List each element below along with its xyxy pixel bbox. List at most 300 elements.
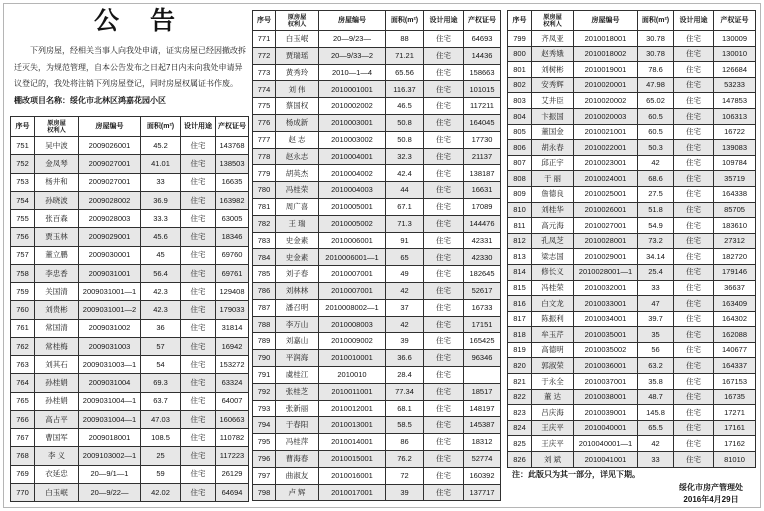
cell-usage: 住宅 bbox=[674, 108, 714, 124]
cell-usage: 住宅 bbox=[181, 264, 216, 282]
cell-owner: 刘 伟 bbox=[276, 81, 319, 98]
cell-owner: 潘召明 bbox=[276, 299, 319, 316]
cell-cert-no: 167153 bbox=[714, 374, 756, 390]
cell-cert-no: 164337 bbox=[714, 358, 756, 374]
table-row bbox=[11, 283, 249, 301]
cell-owner: 齐凤亚 bbox=[532, 31, 574, 47]
cell-area: 42 bbox=[386, 316, 424, 333]
table-row bbox=[508, 202, 756, 218]
table-row bbox=[508, 77, 756, 93]
cell-area: 72 bbox=[386, 467, 424, 484]
table-row bbox=[11, 264, 249, 282]
issue-date: 2016年4月29日 bbox=[683, 495, 739, 504]
cell-house-no: 2010010001 bbox=[319, 350, 386, 367]
cell-house-no: 2010041001 bbox=[574, 452, 638, 468]
cell-area: 30.78 bbox=[638, 31, 674, 47]
cell-owner: 艾井臣 bbox=[532, 93, 574, 109]
cell-seq: 813 bbox=[508, 249, 532, 265]
cell-owner: 杨井和 bbox=[35, 173, 79, 191]
cell-house-no: 2009027001 bbox=[79, 155, 141, 173]
cell-house-no: 2010021001 bbox=[574, 124, 638, 140]
cell-house-no: 2010037001 bbox=[574, 374, 638, 390]
cell-cert-no: 42330 bbox=[464, 249, 501, 266]
cell-cert-no: 138187 bbox=[464, 165, 501, 182]
cell-house-no: 2009018001 bbox=[79, 429, 141, 447]
cell-cert-no: 64007 bbox=[216, 392, 249, 410]
cell-house-no: 2009028002 bbox=[79, 191, 141, 209]
table-row bbox=[253, 484, 501, 501]
cell-seq: 752 bbox=[11, 155, 35, 173]
table-row bbox=[11, 392, 249, 410]
cell-house-no: 2010017001 bbox=[319, 484, 386, 501]
cell-cert-no: 64693 bbox=[464, 31, 501, 48]
cell-area: 45.2 bbox=[141, 137, 181, 155]
cell-area: 78.6 bbox=[638, 62, 674, 78]
cell-usage: 住宅 bbox=[674, 280, 714, 296]
cell-area: 28.4 bbox=[386, 366, 424, 383]
table-row bbox=[253, 148, 501, 165]
cell-seq: 819 bbox=[508, 342, 532, 358]
cell-cert-no: 26129 bbox=[216, 465, 249, 483]
cell-usage: 住宅 bbox=[674, 77, 714, 93]
cell-usage: 住宅 bbox=[181, 465, 216, 483]
cell-house-no: 20—9/1—1 bbox=[79, 465, 141, 483]
cell-usage: 住宅 bbox=[674, 296, 714, 312]
cell-usage: 住宅 bbox=[424, 484, 464, 501]
table-row bbox=[253, 215, 501, 232]
table-row bbox=[11, 137, 249, 155]
cell-area: 86 bbox=[386, 434, 424, 451]
cell-usage: 住宅 bbox=[181, 228, 216, 246]
cell-area: 35.8 bbox=[638, 374, 674, 390]
cell-usage: 住宅 bbox=[674, 358, 714, 374]
cell-house-no: 2010040001—1 bbox=[574, 436, 638, 452]
cell-seq: 774 bbox=[253, 81, 276, 98]
cell-seq: 753 bbox=[11, 173, 35, 191]
table-header-row bbox=[253, 11, 501, 31]
cell-house-no: 2010027001 bbox=[574, 218, 638, 234]
table-row bbox=[508, 280, 756, 296]
cell-house-no: 2010034001 bbox=[574, 311, 638, 327]
table-row bbox=[253, 47, 501, 64]
cell-cert-no: 18346 bbox=[216, 228, 249, 246]
cell-cert-no: 85705 bbox=[714, 202, 756, 218]
cell-seq: 754 bbox=[11, 191, 35, 209]
cell-seq: 803 bbox=[508, 93, 532, 109]
table-row bbox=[253, 266, 501, 283]
cell-usage: 住宅 bbox=[181, 447, 216, 465]
cell-cert-no: 183610 bbox=[714, 218, 756, 234]
cell-area: 145.8 bbox=[638, 405, 674, 421]
table-row bbox=[508, 171, 756, 187]
cell-seq: 793 bbox=[253, 400, 276, 417]
cell-seq: 807 bbox=[508, 155, 532, 171]
cell-usage: 住宅 bbox=[674, 311, 714, 327]
header-owner-line2: 权利人 bbox=[47, 126, 66, 134]
cell-area: 42.4 bbox=[386, 165, 424, 182]
cell-area: 33.3 bbox=[141, 210, 181, 228]
cell-house-no: 2010022001 bbox=[574, 140, 638, 156]
cell-seq: 751 bbox=[11, 137, 35, 155]
cell-house-no: 2010013001 bbox=[319, 417, 386, 434]
cell-area: 54 bbox=[141, 356, 181, 374]
cell-owner: 史金素 bbox=[276, 232, 319, 249]
cell-usage: 住宅 bbox=[424, 131, 464, 148]
header-house-no: 房屋编号 bbox=[319, 11, 386, 31]
cell-area: 56 bbox=[638, 342, 674, 358]
cell-owner: 常桂梅 bbox=[35, 337, 79, 355]
cell-seq: 771 bbox=[253, 31, 276, 48]
cell-seq: 814 bbox=[508, 264, 532, 280]
table-row bbox=[253, 282, 501, 299]
cell-area: 33 bbox=[638, 280, 674, 296]
cell-usage: 住宅 bbox=[674, 202, 714, 218]
cell-cert-no: 163409 bbox=[714, 296, 756, 312]
cell-house-no: 2010001001 bbox=[319, 81, 386, 98]
cell-usage: 住宅 bbox=[181, 429, 216, 447]
cell-cert-no: 162088 bbox=[714, 327, 756, 343]
cell-house-no: 2010004001 bbox=[319, 148, 386, 165]
cell-house-no: 20—9/23— bbox=[319, 31, 386, 48]
cell-owner: 董立鹏 bbox=[35, 246, 79, 264]
header-owner-line1: 原房屋 bbox=[543, 13, 562, 21]
table-row bbox=[253, 31, 501, 48]
table-row bbox=[253, 198, 501, 215]
header-cert-no: 产权证号 bbox=[216, 117, 249, 137]
cell-seq: 780 bbox=[253, 182, 276, 199]
cell-owner: 王庆平 bbox=[532, 436, 574, 452]
cell-cert-no: 63324 bbox=[216, 374, 249, 392]
cell-owner: 吕庆海 bbox=[532, 405, 574, 421]
table-row bbox=[253, 316, 501, 333]
cell-area: 36.9 bbox=[141, 191, 181, 209]
cell-area: 35 bbox=[638, 327, 674, 343]
cell-house-no: 2009027001 bbox=[79, 173, 141, 191]
cell-area: 65.56 bbox=[386, 64, 424, 81]
cell-usage: 住宅 bbox=[424, 467, 464, 484]
cell-usage: 住宅 bbox=[674, 420, 714, 436]
cell-cert-no: 35719 bbox=[714, 171, 756, 187]
cell-owner: 牟玉芹 bbox=[532, 327, 574, 343]
cell-house-no: 2009028003 bbox=[79, 210, 141, 228]
cell-seq: 815 bbox=[508, 280, 532, 296]
cell-seq: 792 bbox=[253, 383, 276, 400]
cell-house-no: 2010018001 bbox=[574, 31, 638, 47]
cell-owner: 黄秀玲 bbox=[276, 64, 319, 81]
cell-seq: 800 bbox=[508, 46, 532, 62]
cell-seq: 816 bbox=[508, 296, 532, 312]
cell-seq: 755 bbox=[11, 210, 35, 228]
cell-cert-no: 17089 bbox=[464, 198, 501, 215]
cell-seq: 766 bbox=[11, 410, 35, 428]
cell-house-no: 2010025001 bbox=[574, 186, 638, 202]
cell-house-no: 2010012001 bbox=[319, 400, 386, 417]
cell-area: 65.02 bbox=[638, 93, 674, 109]
cell-house-no: 2010011001 bbox=[319, 383, 386, 400]
table-row bbox=[11, 246, 249, 264]
cell-usage: 住宅 bbox=[181, 173, 216, 191]
cell-cert-no: 64694 bbox=[216, 483, 249, 501]
cell-cert-no: 81010 bbox=[714, 452, 756, 468]
cell-cert-no: 110782 bbox=[216, 429, 249, 447]
cell-cert-no: 109784 bbox=[714, 155, 756, 171]
cell-seq: 786 bbox=[253, 282, 276, 299]
header-area: 面积(m²) bbox=[638, 11, 674, 31]
cell-cert-no: 52617 bbox=[464, 282, 501, 299]
cell-usage: 住宅 bbox=[674, 327, 714, 343]
cell-usage: 住宅 bbox=[424, 249, 464, 266]
cell-cert-no: 140677 bbox=[714, 342, 756, 358]
cell-usage: 住宅 bbox=[424, 47, 464, 64]
table-row bbox=[508, 124, 756, 140]
cell-owner: 孙桂娟 bbox=[35, 392, 79, 410]
cell-usage: 住宅 bbox=[674, 46, 714, 62]
table-row bbox=[253, 450, 501, 467]
cell-cert-no: 16631 bbox=[464, 182, 501, 199]
cell-cert-no: 130010 bbox=[714, 46, 756, 62]
cell-owner: 董国金 bbox=[532, 124, 574, 140]
cell-house-no: 2010006001—1 bbox=[319, 249, 386, 266]
cell-cert-no: 16735 bbox=[714, 389, 756, 405]
table-row bbox=[253, 249, 501, 266]
cell-area: 58.5 bbox=[386, 417, 424, 434]
cell-owner: 胡英杰 bbox=[276, 165, 319, 182]
cell-area: 47.03 bbox=[141, 410, 181, 428]
cell-house-no: 2009031001—1 bbox=[79, 283, 141, 301]
cell-cert-no: 139083 bbox=[714, 140, 756, 156]
table-row bbox=[508, 358, 756, 374]
header-cert-no: 产权证号 bbox=[714, 11, 756, 31]
cell-cert-no: 144476 bbox=[464, 215, 501, 232]
cell-owner: 刘嘉山 bbox=[276, 333, 319, 350]
cell-usage: 住宅 bbox=[181, 483, 216, 501]
header-usage: 设计用途 bbox=[181, 117, 216, 137]
cell-usage: 住宅 bbox=[674, 374, 714, 390]
cell-seq: 823 bbox=[508, 405, 532, 421]
cell-usage: 住宅 bbox=[674, 124, 714, 140]
cell-usage: 住宅 bbox=[181, 319, 216, 337]
cell-seq: 789 bbox=[253, 333, 276, 350]
cell-house-no: 2009029001 bbox=[79, 228, 141, 246]
cell-cert-no: 101015 bbox=[464, 81, 501, 98]
cell-usage: 住宅 bbox=[424, 434, 464, 451]
cell-house-no: 2010003001 bbox=[319, 114, 386, 131]
cell-usage: 住宅 bbox=[424, 299, 464, 316]
cell-owner: 梁志国 bbox=[532, 249, 574, 265]
table-row bbox=[508, 233, 756, 249]
cell-owner: 高德明 bbox=[532, 342, 574, 358]
table-row bbox=[11, 301, 249, 319]
cell-usage: 住宅 bbox=[424, 114, 464, 131]
cell-seq: 810 bbox=[508, 202, 532, 218]
cell-cert-no: 138503 bbox=[216, 155, 249, 173]
table-row bbox=[11, 483, 249, 501]
header-owner bbox=[35, 117, 79, 137]
cell-seq: 782 bbox=[253, 215, 276, 232]
cell-cert-no: 158663 bbox=[464, 64, 501, 81]
cell-usage: 住宅 bbox=[181, 301, 216, 319]
cell-seq: 821 bbox=[508, 374, 532, 390]
header-cert-no: 产权证号 bbox=[464, 11, 501, 31]
cell-owner: 刘树彬 bbox=[532, 62, 574, 78]
cell-seq: 775 bbox=[253, 98, 276, 115]
cell-house-no: 2010003002 bbox=[319, 131, 386, 148]
cell-owner: 平润海 bbox=[276, 350, 319, 367]
cell-owner: 胡永春 bbox=[532, 140, 574, 156]
cell-area: 42.3 bbox=[141, 301, 181, 319]
cell-area: 91 bbox=[386, 232, 424, 249]
cell-usage: 住宅 bbox=[674, 342, 714, 358]
cell-cert-no: 27312 bbox=[714, 233, 756, 249]
cell-house-no: 2010029001 bbox=[574, 249, 638, 265]
cell-owner: 詹德良 bbox=[532, 186, 574, 202]
cell-usage: 住宅 bbox=[181, 191, 216, 209]
cell-house-no: 2010028001 bbox=[574, 233, 638, 249]
cell-usage: 住宅 bbox=[674, 186, 714, 202]
cell-usage: 住宅 bbox=[674, 405, 714, 421]
cell-house-no: 2009031003—1 bbox=[79, 356, 141, 374]
cell-usage: 住宅 bbox=[674, 171, 714, 187]
cell-usage: 住宅 bbox=[424, 198, 464, 215]
cell-seq: 785 bbox=[253, 266, 276, 283]
cell-seq: 779 bbox=[253, 165, 276, 182]
cell-owner: 赵秀娥 bbox=[532, 46, 574, 62]
table-row bbox=[253, 165, 501, 182]
cell-owner: 于 丽 bbox=[532, 171, 574, 187]
cell-area: 42 bbox=[638, 436, 674, 452]
cell-seq: 776 bbox=[253, 114, 276, 131]
cell-owner: 白玉岷 bbox=[35, 483, 79, 501]
cell-owner: 虞桂江 bbox=[276, 366, 319, 383]
cell-cert-no: 17730 bbox=[464, 131, 501, 148]
cell-area: 33 bbox=[141, 173, 181, 191]
cell-house-no: 2010028001—1 bbox=[574, 264, 638, 280]
cell-seq: 825 bbox=[508, 436, 532, 452]
table-row bbox=[508, 452, 756, 468]
cell-area: 76.2 bbox=[386, 450, 424, 467]
cell-usage: 住宅 bbox=[424, 333, 464, 350]
cell-seq: 759 bbox=[11, 283, 35, 301]
cell-house-no: 2010004003 bbox=[319, 182, 386, 199]
table-row bbox=[508, 389, 756, 405]
cell-cert-no: 147853 bbox=[714, 93, 756, 109]
cell-seq: 765 bbox=[11, 392, 35, 410]
cell-owner: 张百森 bbox=[35, 210, 79, 228]
cell-seq: 794 bbox=[253, 417, 276, 434]
cell-area: 65.5 bbox=[638, 420, 674, 436]
cell-cert-no: 164045 bbox=[464, 114, 501, 131]
table-row bbox=[11, 155, 249, 173]
cell-house-no: 2010020003 bbox=[574, 108, 638, 124]
cell-area: 45.6 bbox=[141, 228, 181, 246]
cell-house-no: 2010005002 bbox=[319, 215, 386, 232]
cell-area: 63.2 bbox=[638, 358, 674, 374]
cell-house-no: 2009103002—1 bbox=[79, 447, 141, 465]
table-row bbox=[508, 327, 756, 343]
table-row bbox=[508, 264, 756, 280]
cell-cert-no: 117223 bbox=[216, 447, 249, 465]
table-row bbox=[508, 420, 756, 436]
cell-area: 116.37 bbox=[386, 81, 424, 98]
cell-house-no: 2010007001 bbox=[319, 282, 386, 299]
cell-area: 63.7 bbox=[141, 392, 181, 410]
table-row bbox=[508, 140, 756, 156]
cell-area: 39 bbox=[386, 484, 424, 501]
cell-seq: 818 bbox=[508, 327, 532, 343]
cell-cert-no: 17162 bbox=[714, 436, 756, 452]
cell-seq: 773 bbox=[253, 64, 276, 81]
table-row bbox=[253, 333, 501, 350]
cell-owner: 卞振国 bbox=[532, 108, 574, 124]
cell-usage: 住宅 bbox=[181, 283, 216, 301]
cell-seq: 822 bbox=[508, 389, 532, 405]
cell-usage: 住宅 bbox=[181, 374, 216, 392]
cell-cert-no: 16635 bbox=[216, 173, 249, 191]
cell-house-no: 2009031002 bbox=[79, 319, 141, 337]
cell-house-no: 2010005001 bbox=[319, 198, 386, 215]
table-row bbox=[508, 405, 756, 421]
cell-cert-no: 16722 bbox=[714, 124, 756, 140]
table-row bbox=[253, 64, 501, 81]
table-row bbox=[508, 311, 756, 327]
cell-cert-no: 16942 bbox=[216, 337, 249, 355]
cell-area: 88 bbox=[386, 31, 424, 48]
cell-usage: 住宅 bbox=[181, 392, 216, 410]
cell-cert-no: 182720 bbox=[714, 249, 756, 265]
cell-usage: 住宅 bbox=[424, 148, 464, 165]
header-seq: 序号 bbox=[11, 117, 35, 137]
cell-area: 27.5 bbox=[638, 186, 674, 202]
cell-area: 65 bbox=[386, 249, 424, 266]
cell-owner: 杨成新 bbox=[276, 114, 319, 131]
cell-usage: 住宅 bbox=[181, 246, 216, 264]
cell-seq: 804 bbox=[508, 108, 532, 124]
cell-seq: 784 bbox=[253, 249, 276, 266]
cell-seq: 777 bbox=[253, 131, 276, 148]
cell-seq: 824 bbox=[508, 420, 532, 436]
cell-seq: 808 bbox=[508, 171, 532, 187]
cell-cert-no: 145387 bbox=[464, 417, 501, 434]
cell-cert-no: 106313 bbox=[714, 108, 756, 124]
cell-cert-no: 164338 bbox=[714, 186, 756, 202]
cell-owner: 曹国军 bbox=[35, 429, 79, 447]
cell-cert-no: 130009 bbox=[714, 31, 756, 47]
cell-house-no: 2009031004 bbox=[79, 374, 141, 392]
cell-house-no: 2010032001 bbox=[574, 280, 638, 296]
cell-owner: 金凤琴 bbox=[35, 155, 79, 173]
table-row bbox=[11, 356, 249, 374]
table-row bbox=[253, 467, 501, 484]
cell-seq: 772 bbox=[253, 47, 276, 64]
cell-owner: 蔡国权 bbox=[276, 98, 319, 115]
cell-house-no: 2009031001 bbox=[79, 264, 141, 282]
cell-area: 49 bbox=[386, 266, 424, 283]
registration-table-3 bbox=[507, 10, 756, 468]
table-row bbox=[11, 173, 249, 191]
cell-usage: 住宅 bbox=[674, 389, 714, 405]
cell-house-no: 20—9/22— bbox=[79, 483, 141, 501]
cell-area: 41.01 bbox=[141, 155, 181, 173]
cell-owner: 刘桂华 bbox=[532, 202, 574, 218]
cell-house-no: 2010039001 bbox=[574, 405, 638, 421]
cell-seq: 757 bbox=[11, 246, 35, 264]
cell-cert-no: 179033 bbox=[216, 301, 249, 319]
table-row bbox=[253, 383, 501, 400]
cell-house-no: 2010019001 bbox=[574, 62, 638, 78]
cell-house-no: 2010023001 bbox=[574, 155, 638, 171]
cell-cert-no: 182645 bbox=[464, 266, 501, 283]
cell-area: 69.3 bbox=[141, 374, 181, 392]
